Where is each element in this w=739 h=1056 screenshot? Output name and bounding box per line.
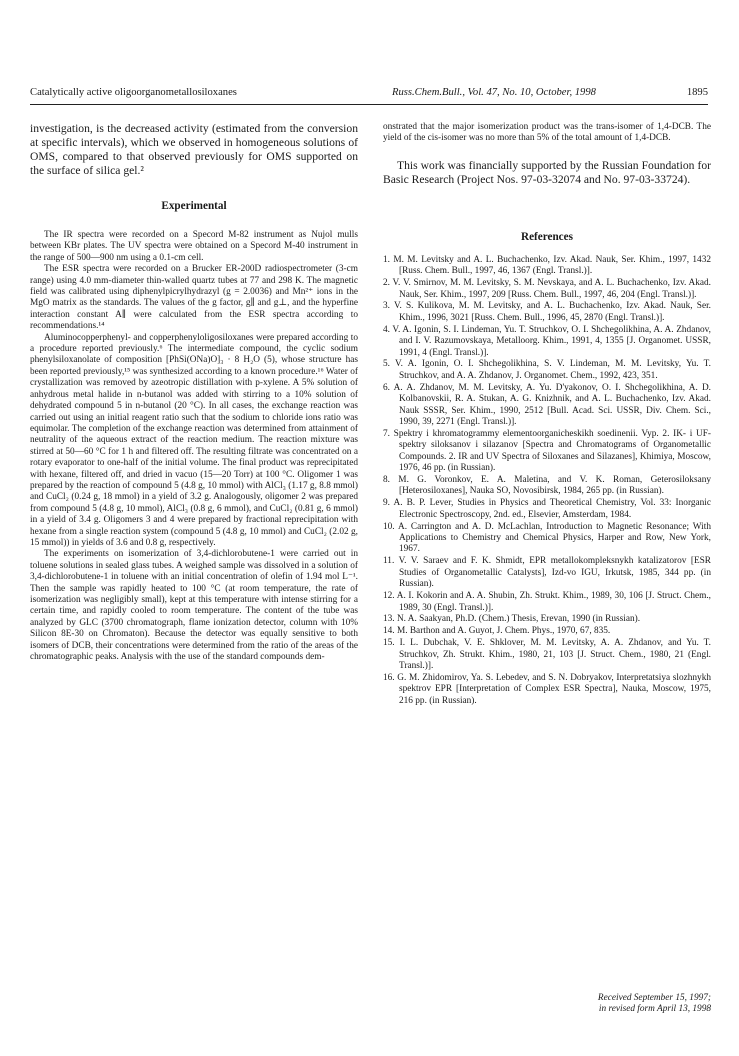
- reference-item: 2. V. V. Smirnov, M. M. Levitsky, S. M. Nevskaya, and A. L. Buchachenko, Izv. Akad. Nauk, Ser. Khim., 1997, 209 [Russ. Chem. Bull., 1997, 46, 204 (Engl. Transl.)].: [383, 278, 711, 300]
- header-page-number: 1895: [686, 87, 708, 98]
- reference-item: 1. M. M. Levitsky and A. L. Buchachenko, Izv. Akad. Nauk, Ser. Khim., 1997, 1432 [Russ. Chem. Bull., 1997, 46, 1367 (Engl. Transl.)].: [383, 254, 711, 277]
- received-date: Received September 15, 1997;: [597, 993, 711, 1003]
- reference-item: 12. A. I. Kokorin and A. A. Shubin, Zh. Strukt. Khim., 1989, 30, 106 [J. Struct. Chem., 1989, 30 (Engl. Transl.)].: [383, 591, 711, 613]
- experimental-heading: Experimental: [161, 200, 227, 212]
- reference-item: 6. A. A. Zhdanov, M. M. Levitsky, A. Yu. D'yakonov, O. I. Shchegolikhina, A. D. Kolbanovskii, R. A. Stukan, A. G. Knizhnik, and A. L. Buchachenko, Izv. Akad. Nauk SSSR, Ser. Khim., 1990, 2512 [Bull. Acad. Sci. USSR, Div. Chem. Sci., 1990, 39, 2271 (Engl. Transl.)].: [383, 382, 711, 427]
- reference-item: 4. V. A. Igonin, S. I. Lindeman, Yu. T. Struchkov, O. I. Shchegolikhina, A. A. Zhdanov, and I. V. Razumovskaya, Metalloorg. Khim., 1991, 4, 1355 [J. Organomet. USSR, 1991, 4 (Engl. Transl.)].: [383, 324, 711, 358]
- reference-item: 5. V. A. Igonin, O. I. Shchegolikhina, S. V. Lindeman, M. M. Levitsky, Yu. T. Struchkov, and A. A. Zhdanov, J. Organomet. Chem., 1992, 423, 351.: [383, 359, 711, 381]
- reference-item: 15. I. L. Dubchak, V. E. Shklover, M. M. Levitsky, A. A. Zhdanov, and Yu. T. Struchkov, Zh. Strukt. Khim., 1980, 21, 103 [J. Struct. Chem., 1980, 21 (Engl. Transl.)].: [383, 638, 711, 672]
- right-column: [383, 122, 711, 708]
- paragraph-ir-uv: The IR spectra were recorded on a Specord M-82 instrument as Nujol mulls between KBr plates. The UV spectra were obtained on a Specord M-40 instrument in the range of 500—900 nm using a 0.1-cm cell.: [30, 230, 358, 263]
- paragraph-isomerization: The experiments on isomerization of 3,4-dichlorobutene-1 were carried out in toluene solutions in sealed glass tubes. A weighed sample was dissolved in a solution of 3,4-dichlorobutene-1 in toluene with an initial concentration of olefin of 1.94 mol L⁻¹. Then the sample was rapidly heated to 100 °C (at room temperature, the rate of isomerization was negligibly small), kept at this temperature with intense stirring for a certain time, and rapidly cooled to room temperature. The content of the tube was analyzed by GLC (3700 chromatograph, flame ionization detector, column with 10% Silicon 8E-30 on Chromaton). Because the detector was equally sensitive to both isomers of DCB, their concentrations were determined from the ratio of the areas of the chromatographic peaks. Analysis with the use of the standard compounds dem-: [30, 549, 358, 663]
- reference-item: 13. N. A. Saakyan, Ph.D. (Chem.) Thesis, Erevan, 1990 (in Russian).: [383, 614, 641, 625]
- paragraph-synthesis: Aluminocopperphenyl- and copperphenyloligosiloxanes were prepared according to a procedure reported previously.⁶ The intermediate compound, the cyclic sodium phenylsiloxanolate of composition [PhSi(ONa)O]₃ · 8 H₂O (5), whose structure has been reported previously,¹⁵ was synthesized according to a known procedure.¹⁶ Water of crystallization was removed by azeotropic distillation with p-xylene. A 5% solution of anhydrous metal halide in n-butanol was added with stirring to a 10% solution of dehydrated compound 5 in n-butanol (20 °C). In all cases, the exchange reaction was carried out using an initial reagent ratio such that the sodium to chloride ions ratio was equimolar. The completion of the exchange reaction was determined from attainment of neutrality of the aqueous extract of the reaction medium. The reaction mixture was stirred at 50—60 °C for 1 h and filtered off. The resulting filtrate was concentrated on a rotary evaporator to one-half of the initial volume. The final product was reprecipitated with hexane, filtered off, and dried in vacuo (15—20 Torr) at 100 °C. Oligomer 1 was prepared by the reaction of compound 5 (4.8 g, 10 mmol) with AlCl₃ (1.17 g, 8.8 mmol) and CuCl₂ (0.24 g, 18 mmol) in a yield of 3.2 g. Analogously, oligomer 2 was prepared from compound 5 (4.8 g, 10 mmol), AlCl₃ (0.8 g, 6 mmol), and CuCl₂ (0.81 g, 6 mmol) in a yield of 3.4 g. Oligomers 3 and 4 were prepared by fractional reprecipitation with hexane from a single reaction system (compound 5 (4.8 g, 10 mmol) and CuCl₂ (2.02 g, 15 mmol)) in yields of 3.6 and 0.8 g, respectively.: [30, 332, 358, 548]
- reference-item: 14. M. Barthon and A. Guyot, J. Chem. Phys., 1970, 67, 835.: [383, 626, 611, 637]
- continuation-paragraph: onstrated that the major isomerization product was the trans-isomer of 1,4-DCB. The yield of the cis-isomer was no more than 5% of the total amount of 1,4-DCB.: [383, 122, 711, 144]
- reference-item: 3. V. S. Kulikova, M. M. Levitsky, and A. L. Buchachenko, Izv. Akad. Nauk, Ser. Khim., 1996, 3021 [Russ. Chem. Bull., 1996, 45, 2870 (Engl. Transl.)].: [383, 301, 711, 323]
- revised-date: in revised form April 13, 1998: [598, 1004, 711, 1015]
- header-journal-citation: Russ.Chem.Bull., Vol. 47, No. 10, October, 1998: [392, 87, 596, 98]
- reference-item: 11. V. V. Saraev and F. K. Shmidt, EPR metallokompleksnykh katalizatorov [ESR Studies of Organometallic Catalysts], Izd-vo IGU, Irkutsk, 1985, 344 pp. (in Russian).: [383, 556, 711, 590]
- paragraph-esr: The ESR spectra were recorded on a Brucker ER-200D radiospectrometer (3-cm range) using 4.0 mm-diameter thin-walled quartz tubes at 77 and 298 K. The magnetic field was calibrated using diphenylpicrylhydrazyl (g = 2.0036) and Mn²⁺ ions in the MgO matrix as the standards. The values of the g factor, g∥ and g⊥, and the hyperfine interaction constant A∥ were calculated from the ESR spectra according to recommendations.¹⁴: [30, 264, 358, 332]
- lead-paragraph: investigation, is the decreased activity (estimated from the conversion at specific intervals), which we observed in homogeneous solutions of OMS, compared to that observed previously for OMS supported on the surface of silica gel.²: [30, 122, 358, 177]
- references-heading: References: [521, 230, 573, 243]
- reference-item: 7. Spektry i khromatogrammy elementoorganicheskikh soedinenii. Vyp. 2. IK- i UF-spektry siloksanov i silazanov [Spectra and Chromatograms of Organometallic Compounds. 2. IR and UV Spectra of Siloxanes and Silazanes], Khimiya, Moscow, 1976, 46 pp. (in Russian).: [383, 428, 711, 474]
- acknowledgement-paragraph: This work was financially supported by the Russian Foundation for Basic Research (Project Nos. 97-03-32074 and No. 97-03-33724).: [383, 158, 711, 186]
- running-header: [30, 86, 708, 105]
- reference-item: 9. A. B. P. Lever, Studies in Physics and Theoretical Chemistry, Vol. 33: Inorganic Electronic Spectroscopy, 2nd. ed., Elsevier, Amsterdam, 1984.: [383, 498, 711, 520]
- reference-item: 10. A. Carrington and A. D. McLachlan, Introduction to Magnetic Resonance; With Applications to Chemistry and Chemical Physics, Harper and Row, New York, 1967.: [383, 521, 711, 555]
- header-article-title: Catalytically active oligoorganometallosiloxanes: [30, 87, 237, 98]
- reference-list: [383, 255, 711, 707]
- left-column: [30, 122, 358, 663]
- reference-item: 8. M. G. Voronkov, E. A. Maletina, and V. K. Roman, Geterosiloksany [Heterosiloxanes], Nauka SO, Novosibirsk, 1984, 265 pp. (in Russian).: [383, 475, 711, 497]
- reference-item: 16. G. M. Zhidomirov, Ya. S. Lebedev, and S. N. Dobryakov, Interpretatsiya slozhnykh spektrov EPR [Interpretation of Complex ESR Spectra], Nauka, Moscow, 1975, 216 pp. (in Russian).: [383, 672, 711, 706]
- received-dates: [383, 993, 711, 1016]
